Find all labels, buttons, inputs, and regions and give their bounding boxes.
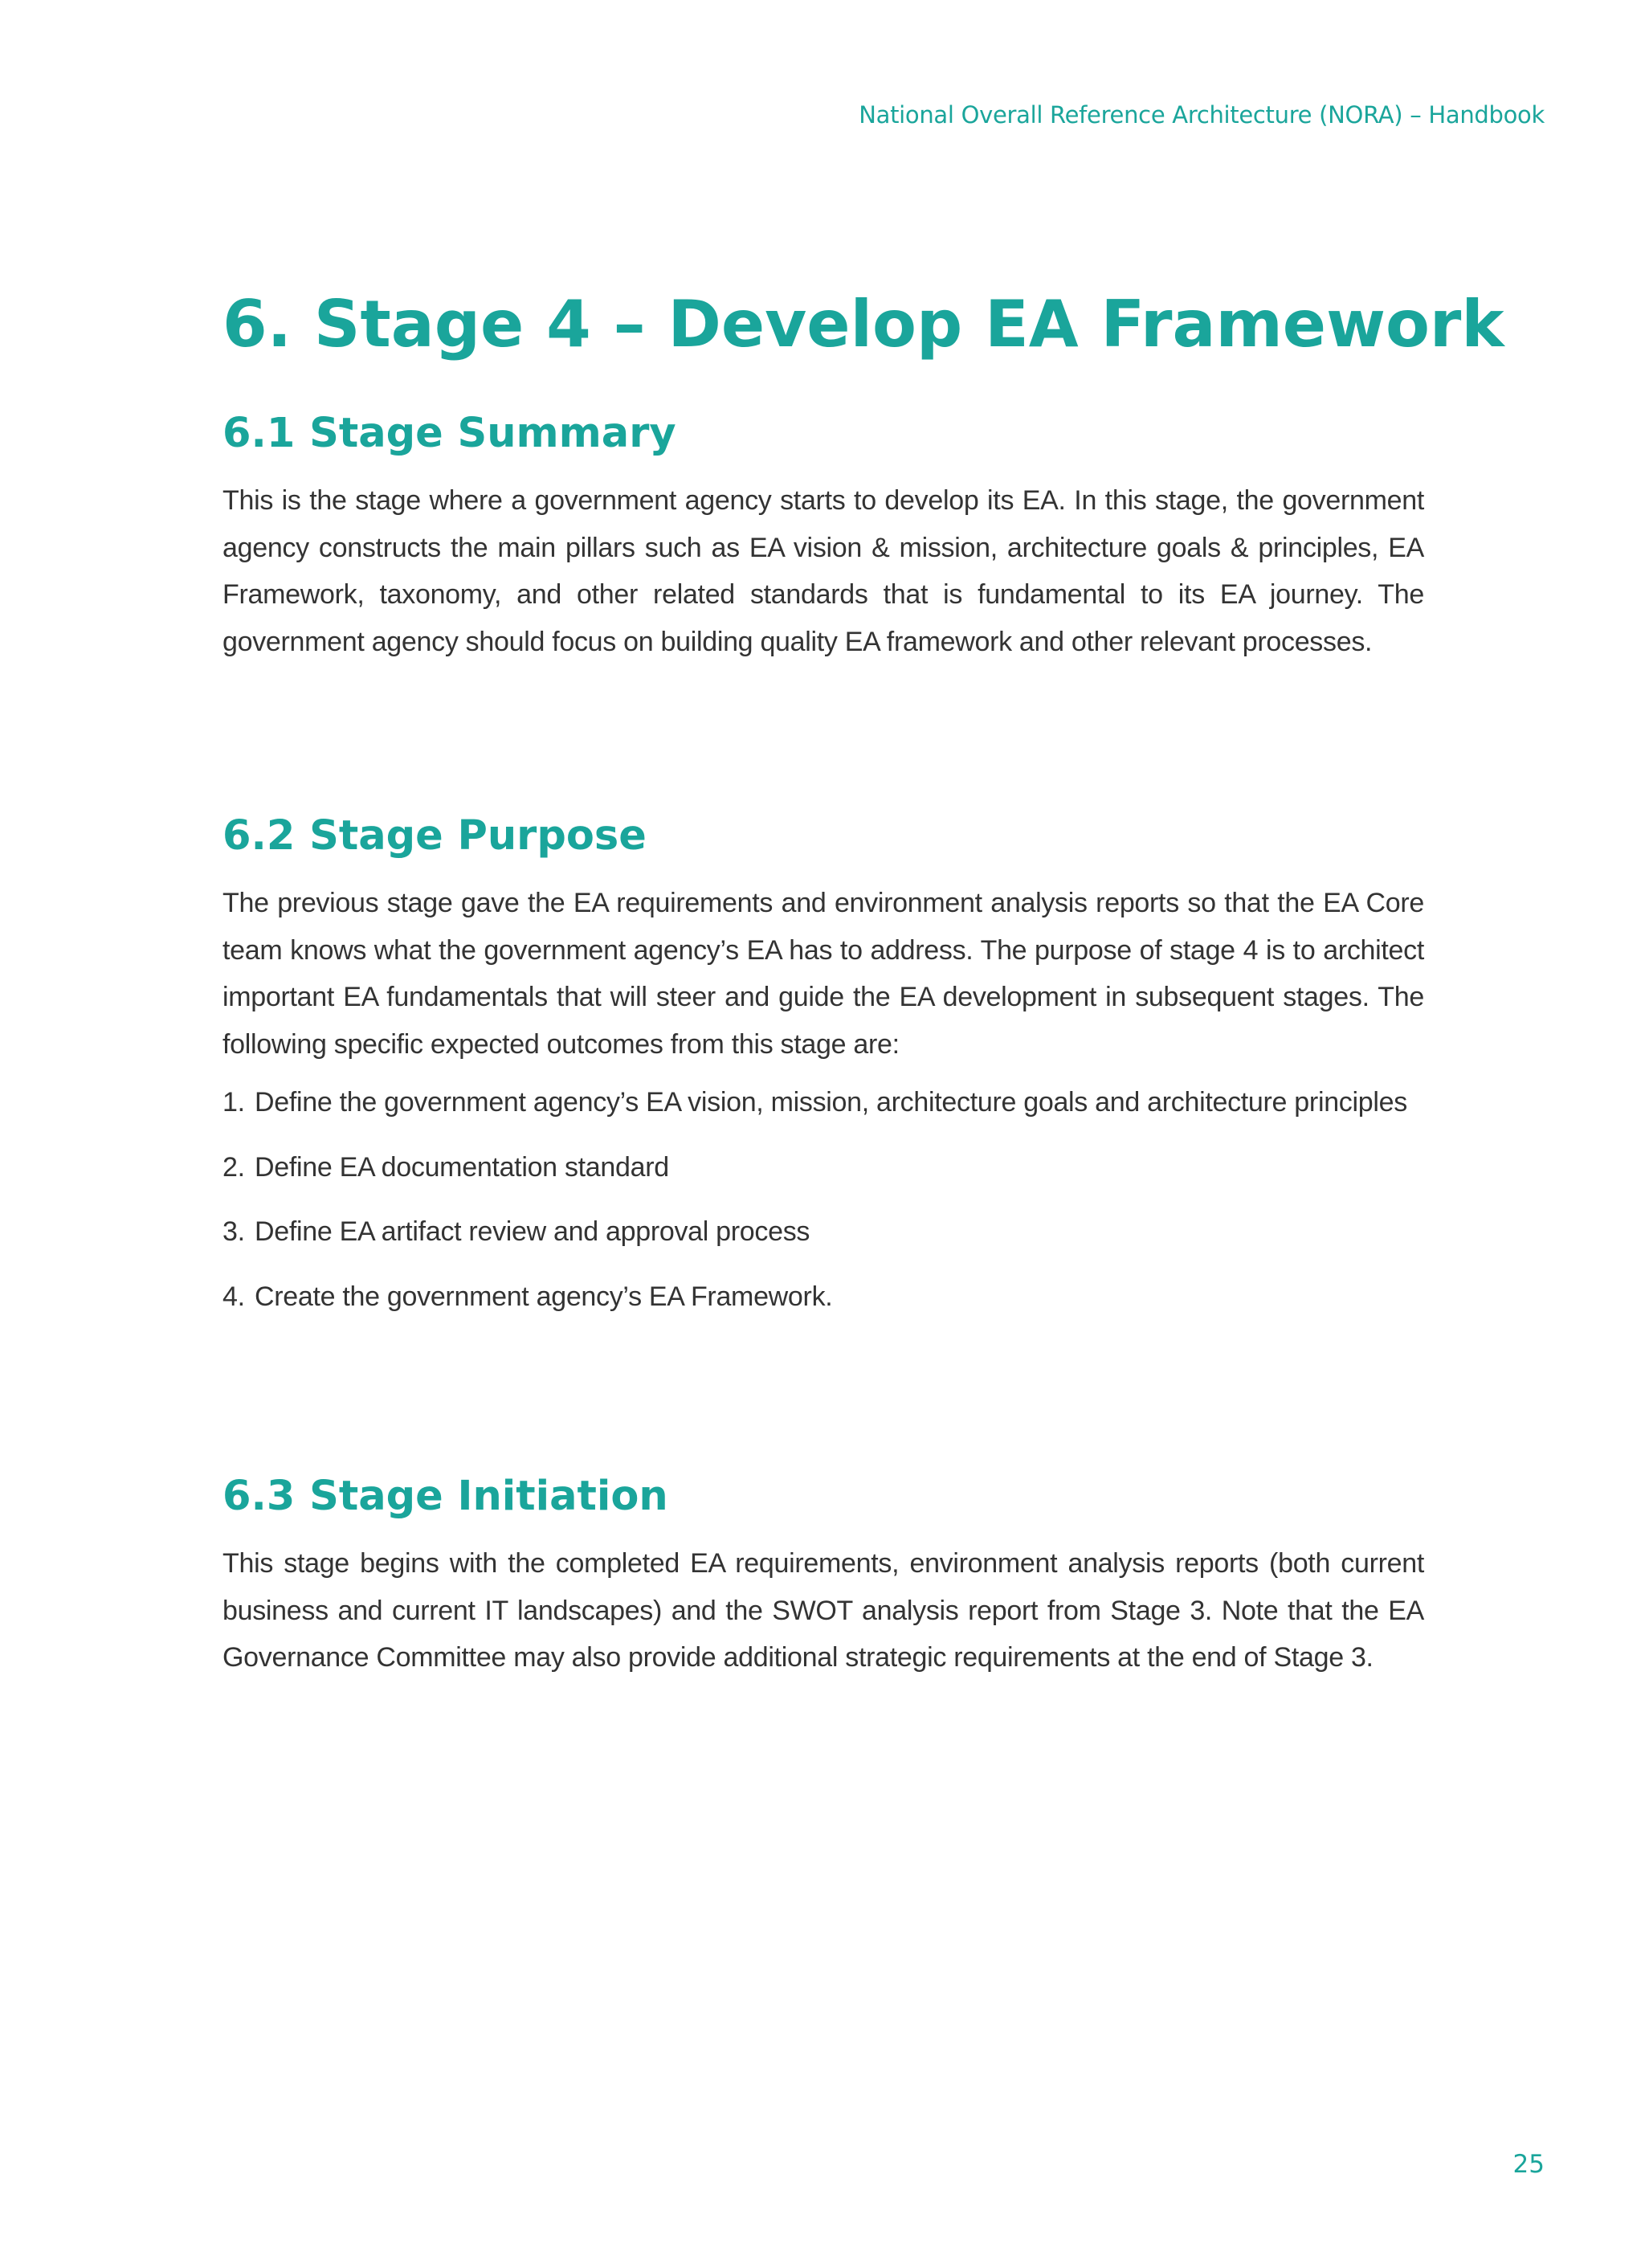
- list-item: [222, 1079, 1424, 1126]
- list-item-text: Create the government agency’s EA Framework.: [255, 1281, 833, 1312]
- list-item-number: 2.: [222, 1151, 245, 1183]
- section-stage-initiation: [222, 1474, 1424, 1682]
- page-number: 25: [1512, 2150, 1545, 2179]
- section-stage-purpose: [222, 814, 1424, 1338]
- section-stage-summary: [222, 411, 1424, 665]
- summary-paragraph: This is the stage where a government agency starts to develop its EA. In this stage, the government agency constructs the main pillars such as EA vision & mission, architecture goals & principles, EA Framework, taxonomy, and other related standards that is fundamental to its EA journey. The government agency should focus on building quality EA framework and other relevant processes.: [222, 485, 1424, 657]
- section-title-initiation: 6.3 Stage Initiation: [222, 1473, 668, 1520]
- list-item-text: Define EA artifact review and approval process: [255, 1216, 810, 1248]
- section-title-purpose: 6.2 Stage Purpose: [222, 812, 647, 860]
- list-item: [222, 1144, 1424, 1191]
- list-item: [222, 1208, 1424, 1256]
- list-item-number: 4.: [222, 1281, 245, 1312]
- list-item: [222, 1273, 1424, 1321]
- chapter-title: 6. Stage 4 – Develop EA Framework: [222, 287, 1504, 362]
- list-item-number: 1.: [222, 1087, 245, 1118]
- purpose-paragraph: The previous stage gave the EA requirements and environment analysis reports so that the EA Core team knows what the government agency’s EA has to address. The purpose of stage 4 is to architect important EA fundamentals that will steer and guide the EA development in subsequent stages. The following specific expected outcomes from this stage are:: [222, 888, 1424, 1060]
- list-item-text: Define EA documentation standard: [255, 1151, 669, 1183]
- running-header: National Overall Reference Architecture (NORA) – Handbook: [859, 101, 1545, 129]
- list-item-number: 3.: [222, 1216, 245, 1248]
- section-title-summary: 6.1 Stage Summary: [222, 410, 676, 457]
- list-item-text: Define the government agency’s EA vision, mission, architecture goals and architecture principles: [255, 1087, 1407, 1118]
- expected-outcomes-list: [222, 1079, 1424, 1320]
- initiation-paragraph: This stage begins with the completed EA requirements, environment analysis reports (both current business and current IT landscapes) and the SWOT analysis report from Stage 3. Note that the EA Governance Committee may also provide additional strategic requirements at the end of Stage 3.: [222, 1548, 1424, 1673]
